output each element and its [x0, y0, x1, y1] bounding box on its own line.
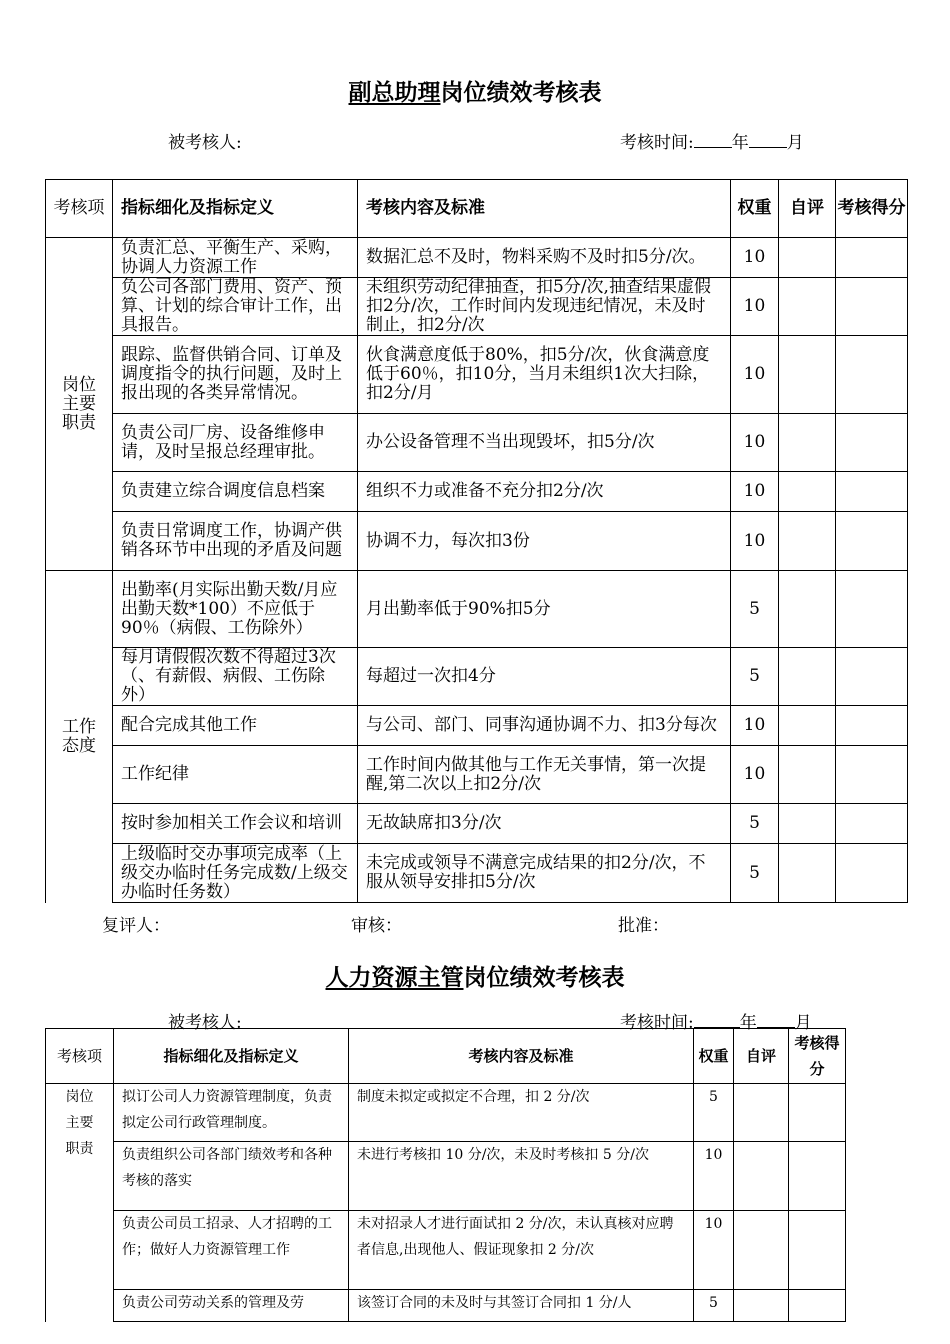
- header-indicator: 指标细化及指标定义: [114, 1029, 349, 1084]
- score-cell[interactable]: [836, 278, 908, 336]
- self-eval-cell[interactable]: [779, 278, 836, 336]
- header-indicator: 指标细化及指标定义: [113, 180, 358, 238]
- content-cell: 无故缺席扣3分/次: [358, 804, 731, 844]
- form2-row: [46, 1290, 846, 1322]
- weight-cell: 10: [731, 512, 779, 571]
- form2-title: 人力资源主管岗位绩效考核表: [325, 965, 625, 991]
- score-cell[interactable]: [789, 1084, 846, 1142]
- score-cell[interactable]: [836, 648, 908, 706]
- category-cell: 岗位主要职责: [46, 1084, 114, 1322]
- weight-cell: 5: [731, 804, 779, 844]
- form1-row: [46, 706, 908, 746]
- header-self-eval: 自评: [734, 1029, 789, 1084]
- header-content: 考核内容及标准: [358, 180, 731, 238]
- content-cell: 未组织劳动纪律抽查，扣5分/次,抽查结果虚假扣2分/次，工作时间内发现违纪情况，未及时制止，扣2分/次: [358, 278, 731, 336]
- indicator-cell: 出勤率(月实际出勤天数/月应出勤天数*100）不应低于90％（病假、工伤除外）: [113, 571, 358, 648]
- weight-cell: 5: [731, 571, 779, 648]
- score-cell[interactable]: [789, 1211, 846, 1290]
- content-cell: 该签订合同的未及时与其签订合同扣 1 分/人: [349, 1290, 694, 1322]
- content-cell: 未进行考核扣 10 分/次，未及时考核扣 5 分/次: [349, 1142, 694, 1211]
- indicator-cell: 按时参加相关工作会议和培训: [113, 804, 358, 844]
- indicator-cell: 工作纪律: [113, 746, 358, 804]
- weight-cell: 5: [694, 1084, 734, 1142]
- form1-row: [46, 238, 908, 278]
- content-cell: 未对招录人才进行面试扣 2 分/次，未认真核对应聘者信息,出现他人、假证现象扣 2 分/次: [349, 1211, 694, 1290]
- score-cell[interactable]: [836, 746, 908, 804]
- score-cell[interactable]: [789, 1290, 846, 1322]
- content-cell: 办公设备管理不当出现毁坏，扣5分/次: [358, 414, 731, 472]
- indicator-cell: 拟订公司人力资源管理制度，负责拟定公司行政管理制度。: [114, 1084, 349, 1142]
- indicator-cell: 负责组织公司各部门绩效考和各种考核的落实: [114, 1142, 349, 1211]
- form1-row: [46, 278, 908, 336]
- indicator-cell: 负责汇总、平衡生产、采购，协调人力资源工作: [113, 238, 358, 278]
- form1-row: [46, 472, 908, 512]
- form1-title: 副总助理岗位绩效考核表: [348, 80, 602, 106]
- weight-cell: 5: [731, 648, 779, 706]
- indicator-cell: 配合完成其他工作: [113, 706, 358, 746]
- category-cell: 岗位主要职责: [46, 238, 113, 571]
- score-cell[interactable]: [836, 238, 908, 278]
- form2-row: [46, 1084, 846, 1142]
- form2-row: [46, 1142, 846, 1211]
- weight-cell: 10: [731, 746, 779, 804]
- self-eval-cell[interactable]: [779, 414, 836, 472]
- header-category: 考核项: [46, 180, 113, 238]
- category-cell: 工作态度: [46, 571, 113, 903]
- weight-cell: 10: [731, 238, 779, 278]
- indicator-cell: 每月请假假次数不得超过3次（、有薪假、病假、工伤除外）: [113, 648, 358, 706]
- self-eval-cell[interactable]: [779, 571, 836, 648]
- score-cell[interactable]: [836, 414, 908, 472]
- indicator-cell: 负责日常调度工作，协调产供销各环节中出现的矛盾及问题: [113, 512, 358, 571]
- form1-header-row: [46, 180, 908, 238]
- header-weight: 权重: [731, 180, 779, 238]
- weight-cell: 10: [694, 1142, 734, 1211]
- form2-header-row: [46, 1029, 846, 1084]
- weight-cell: 10: [731, 336, 779, 414]
- score-cell[interactable]: [836, 844, 908, 903]
- score-cell[interactable]: [836, 336, 908, 414]
- form2-examinee-label: 被考核人:: [168, 1013, 242, 1033]
- content-cell: 组织不力或准备不充分扣2分/次: [358, 472, 731, 512]
- content-cell: 与公司、部门、同事沟通协调不力、扣3分每次: [358, 706, 731, 746]
- self-eval-cell[interactable]: [779, 844, 836, 903]
- weight-cell: 10: [731, 706, 779, 746]
- form1-row: [46, 336, 908, 414]
- self-eval-cell[interactable]: [779, 746, 836, 804]
- indicator-cell: 负责建立综合调度信息档案: [113, 472, 358, 512]
- form1-time: 考核时间: 年 月: [620, 133, 804, 153]
- self-eval-cell[interactable]: [734, 1290, 789, 1322]
- form1-approver-label: 批准：: [618, 916, 669, 936]
- content-cell: 未完成或领导不满意完成结果的扣2分/次，不服从领导安排扣5分/次: [358, 844, 731, 903]
- self-eval-cell[interactable]: [734, 1142, 789, 1211]
- form1-row: [46, 571, 908, 648]
- weight-cell: 10: [694, 1211, 734, 1290]
- form1-row: [46, 414, 908, 472]
- weight-cell: 10: [731, 278, 779, 336]
- self-eval-cell[interactable]: [779, 472, 836, 512]
- content-cell: 每超过一次扣4分: [358, 648, 731, 706]
- self-eval-cell[interactable]: [779, 648, 836, 706]
- form1-row: [46, 844, 908, 903]
- form2-table: [45, 1028, 846, 1322]
- form1-row: [46, 512, 908, 571]
- self-eval-cell[interactable]: [779, 238, 836, 278]
- content-cell: 制度未拟定或拟定不合理，扣 2 分/次: [349, 1084, 694, 1142]
- self-eval-cell[interactable]: [779, 804, 836, 844]
- form1-table: [45, 179, 908, 903]
- header-score: 考核得分: [836, 180, 908, 238]
- form1-auditor-label: 审核：: [351, 916, 402, 936]
- score-cell[interactable]: [836, 472, 908, 512]
- content-cell: 月出勤率低于90%扣5分: [358, 571, 731, 648]
- score-cell[interactable]: [836, 804, 908, 844]
- weight-cell: 5: [694, 1290, 734, 1322]
- indicator-cell: 负责公司劳动关系的管理及劳: [114, 1290, 349, 1322]
- indicator-cell: 负公司各部门费用、资产、预算、计划的综合审计工作，出具报告。: [113, 278, 358, 336]
- header-category: 考核项: [46, 1029, 114, 1084]
- form1-reviewer-label: 复评人：: [102, 916, 170, 936]
- indicator-cell: 上级临时交办事项完成率（上级交办临时任务完成数/上级交办临时任务数）: [113, 844, 358, 903]
- form2-row: [46, 1211, 846, 1290]
- indicator-cell: 负责公司员工招录、人才招聘的工作；做好人力资源管理工作: [114, 1211, 349, 1290]
- header-score: 考核得分: [789, 1029, 846, 1084]
- self-eval-cell[interactable]: [779, 706, 836, 746]
- score-cell[interactable]: [836, 512, 908, 571]
- form1-examinee-label: 被考核人:: [168, 133, 242, 153]
- content-cell: 数据汇总不及时，物料采购不及时扣5分/次。: [358, 238, 731, 278]
- header-content: 考核内容及标准: [349, 1029, 694, 1084]
- weight-cell: 10: [731, 414, 779, 472]
- header-self-eval: 自评: [779, 180, 836, 238]
- weight-cell: 5: [731, 844, 779, 903]
- score-cell[interactable]: [789, 1142, 846, 1211]
- content-cell: 伙食满意度低于80%，扣5分/次，伙食满意度低于60％，扣10分，当月未组织1次大扫除，扣2分/月: [358, 336, 731, 414]
- content-cell: 协调不力，每次扣3份: [358, 512, 731, 571]
- indicator-cell: 跟踪、监督供销合同、订单及调度指令的执行问题，及时上报出现的各类异常情况。: [113, 336, 358, 414]
- self-eval-cell[interactable]: [734, 1211, 789, 1290]
- form1-row: [46, 648, 908, 706]
- form1-row: [46, 804, 908, 844]
- form2-time: 考核时间: 年 月: [620, 1013, 812, 1033]
- self-eval-cell[interactable]: [734, 1084, 789, 1142]
- self-eval-cell[interactable]: [779, 336, 836, 414]
- form1-row: [46, 746, 908, 804]
- score-cell[interactable]: [836, 706, 908, 746]
- self-eval-cell[interactable]: [779, 512, 836, 571]
- indicator-cell: 负责公司厂房、设备维修申请，及时呈报总经理审批。: [113, 414, 358, 472]
- content-cell: 工作时间内做其他与工作无关事情，第一次提醒,第二次以上扣2分/次: [358, 746, 731, 804]
- weight-cell: 10: [731, 472, 779, 512]
- header-weight: 权重: [694, 1029, 734, 1084]
- score-cell[interactable]: [836, 571, 908, 648]
